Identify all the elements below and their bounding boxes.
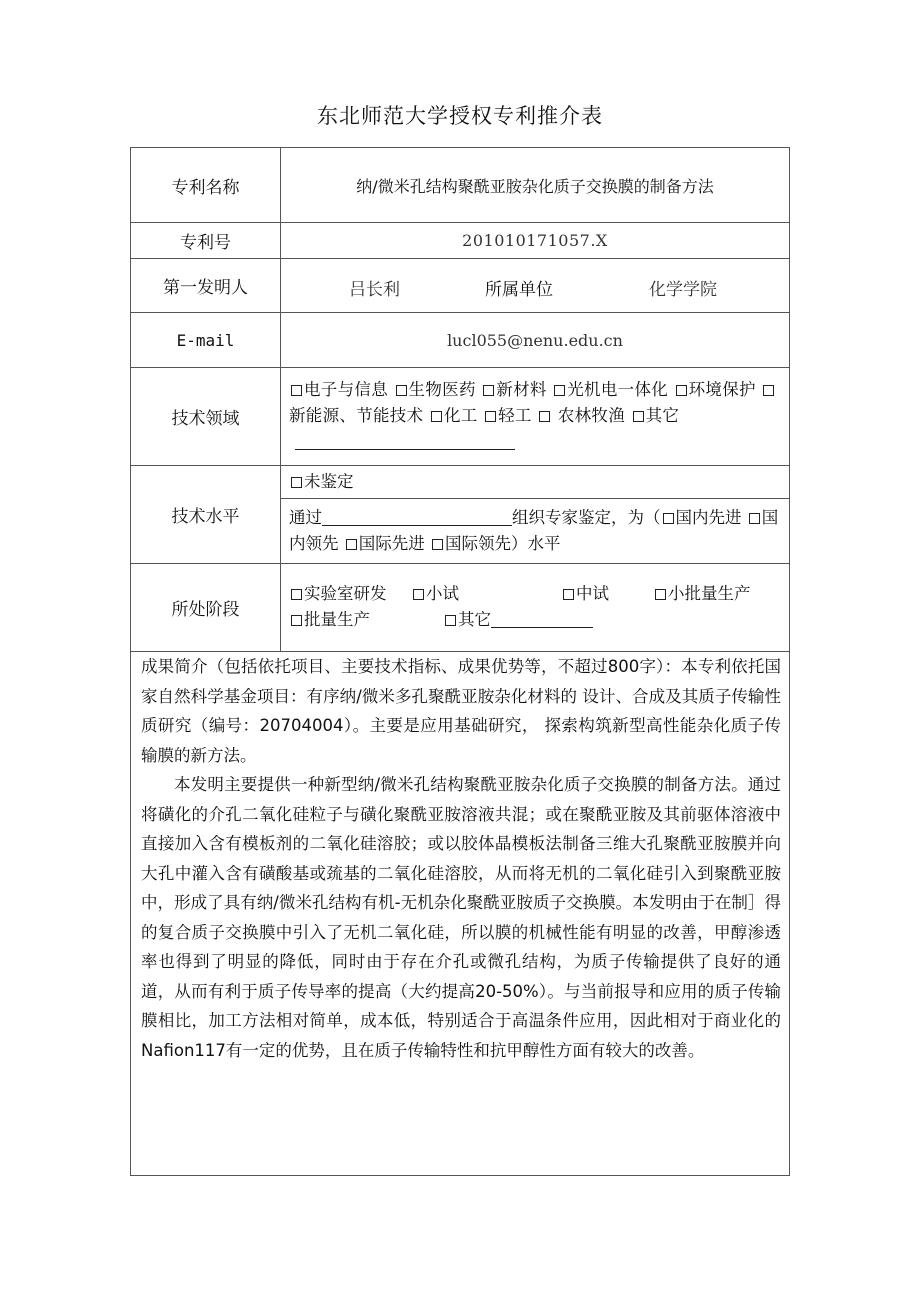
checkbox[interactable] — [396, 385, 407, 396]
checkbox[interactable] — [483, 385, 494, 396]
checkbox[interactable] — [749, 513, 760, 524]
patent-no-label: 专利号 — [131, 223, 281, 258]
email-label: E-mail — [131, 313, 281, 367]
page-title: 东北师范大学授权专利推介表 — [317, 104, 603, 128]
checkbox[interactable] — [432, 539, 443, 550]
passed-mid: 组织专家鉴定，为（ — [512, 508, 661, 527]
checkbox[interactable] — [563, 589, 574, 600]
checkbox[interactable] — [431, 411, 442, 422]
row-patent-no — [131, 223, 789, 259]
tech-level-label: 技术水平 — [131, 466, 281, 563]
unit-value: 化学学院 — [649, 280, 717, 300]
summary-section — [141, 652, 781, 1065]
level-international-leading: 国际领先 — [445, 534, 511, 553]
checkbox[interactable] — [485, 411, 496, 422]
level-divider — [281, 498, 789, 499]
passed-prefix: 通过 — [289, 508, 322, 527]
checkbox[interactable] — [763, 385, 774, 396]
option-other: 其它 — [645, 406, 680, 425]
stage-lab: 实验室研发 — [304, 584, 387, 603]
summary-paragraph-2: 本发明主要提供一种新型纳/微米孔结构聚酰亚胺杂化质子交换膜的制备方法。通过将磺化的介孔二氧化硅粒子与磺化聚酰亚胺溶液共混；或在聚酰亚胺及其前驱体溶液中直接加入含有模板剂的二氧化硅溶胶；或以胶体晶模板法制备三维大孔聚酰亚胺膜并向大孔中灌入含有磺酸基或巯基的二氧化硅溶胶，从而将无机的二氧化硅引入到聚酰亚胺中，形成了具有纳/微米孔结构有机-无机杂化聚酰亚胺质子交换膜。本发明由于在制］得的复合质子交换膜中引入了无机二氧化硅，所以膜的机械性能有明显的改善，甲醇渗透率也得到了明显的降低，同时由于存在介孔或微孔结构，为质子传输提供了良好的通道，从而有利于质子传导率的提高（大约提高20-50%）。与当前报导和应用的质子传输膜相比，加工方法相对简单，成本低，特别适合于高温条件应用，因此相对于商业化的Nafion117有一定的优势，且在质子传输特性和抗甲醇性方面有较大的改善。 — [141, 775, 781, 1060]
option-biomedicine: 生物医药 — [408, 380, 476, 399]
stage-other-blank[interactable] — [491, 611, 593, 628]
tech-field-label: 技术领域 — [131, 368, 281, 465]
option-environment: 环境保护 — [688, 380, 756, 399]
recommendation-form — [130, 147, 790, 1176]
stage-batch: 批量生产 — [304, 610, 370, 629]
level-domestic-leading: 国内领先 — [289, 508, 779, 553]
row-email — [131, 313, 789, 368]
row-stage — [131, 564, 789, 652]
level-domestic-advanced: 国内先进 — [675, 508, 742, 527]
email-value: lucl055@nenu.edu.cn — [447, 330, 623, 350]
checkbox[interactable] — [554, 385, 565, 396]
level-unidentified — [289, 469, 783, 495]
checkbox[interactable] — [291, 615, 302, 626]
patent-no-value: 201010171057.X — [462, 231, 608, 250]
checkbox[interactable] — [539, 411, 550, 422]
checkbox[interactable] — [291, 385, 302, 396]
checkbox[interactable] — [291, 589, 302, 600]
summary-heading: 成果简介（包括依托项目、主要技术指标、成果优势等，不超过800字）： — [141, 657, 682, 676]
stage-options — [289, 581, 783, 633]
level-suffix: ）水平 — [511, 534, 561, 553]
row-tech-level — [131, 466, 789, 564]
checkbox[interactable] — [655, 589, 666, 600]
row-tech-field — [131, 368, 789, 466]
checkbox[interactable] — [445, 615, 456, 626]
checkbox[interactable] — [663, 513, 674, 524]
option-chemical: 化工 — [443, 406, 478, 425]
checkbox[interactable] — [633, 411, 644, 422]
level-international-advanced: 国际先进 — [358, 534, 425, 553]
option-mechatronics: 光机电一体化 — [567, 380, 669, 399]
summary-paragraph-1: 本专利依托国家自然科学基金项目：有序纳/微米多孔聚酰亚胺杂化材料的 设计、合成及其质子传输性质研究（编号：20704004）。主要是应用基础研究， 探索构筑新型高性能杂化质子传输膜的新方法。 — [141, 657, 782, 765]
stage-small-batch: 小批量生产 — [668, 584, 751, 603]
patent-name-label: 专利名称 — [131, 148, 281, 222]
level-identified — [289, 505, 783, 557]
unit-label: 所属单位 — [485, 280, 553, 300]
patent-name-value: 纳/微米孔结构聚酰亚胺杂化质子交换膜的制备方法 — [356, 176, 714, 196]
checkbox[interactable] — [413, 589, 424, 600]
option-electronics: 电子与信息 — [304, 380, 388, 399]
option-agriculture: 农林牧渔 — [557, 406, 626, 425]
tech-field-options — [289, 377, 783, 455]
inventor-label: 第一发明人 — [131, 259, 281, 312]
stage-pilot: 中试 — [576, 584, 609, 603]
checkbox[interactable] — [291, 477, 302, 488]
stage-label: 所处阶段 — [131, 564, 281, 651]
org-blank[interactable] — [322, 509, 512, 526]
inventor-name: 吕长利 — [349, 280, 400, 300]
row-inventor — [131, 259, 789, 313]
option-light-industry: 轻工 — [498, 406, 532, 425]
option-new-materials: 新材料 — [496, 380, 547, 399]
stage-other: 其它 — [458, 610, 491, 629]
other-blank[interactable] — [295, 433, 515, 450]
option-new-energy: 新能源、节能技术 — [289, 406, 424, 425]
checkbox[interactable] — [346, 539, 357, 550]
row-patent-name — [131, 148, 789, 223]
checkbox[interactable] — [676, 385, 687, 396]
unidentified-text: 未鉴定 — [304, 472, 354, 491]
stage-pilot-small: 小试 — [426, 584, 459, 603]
